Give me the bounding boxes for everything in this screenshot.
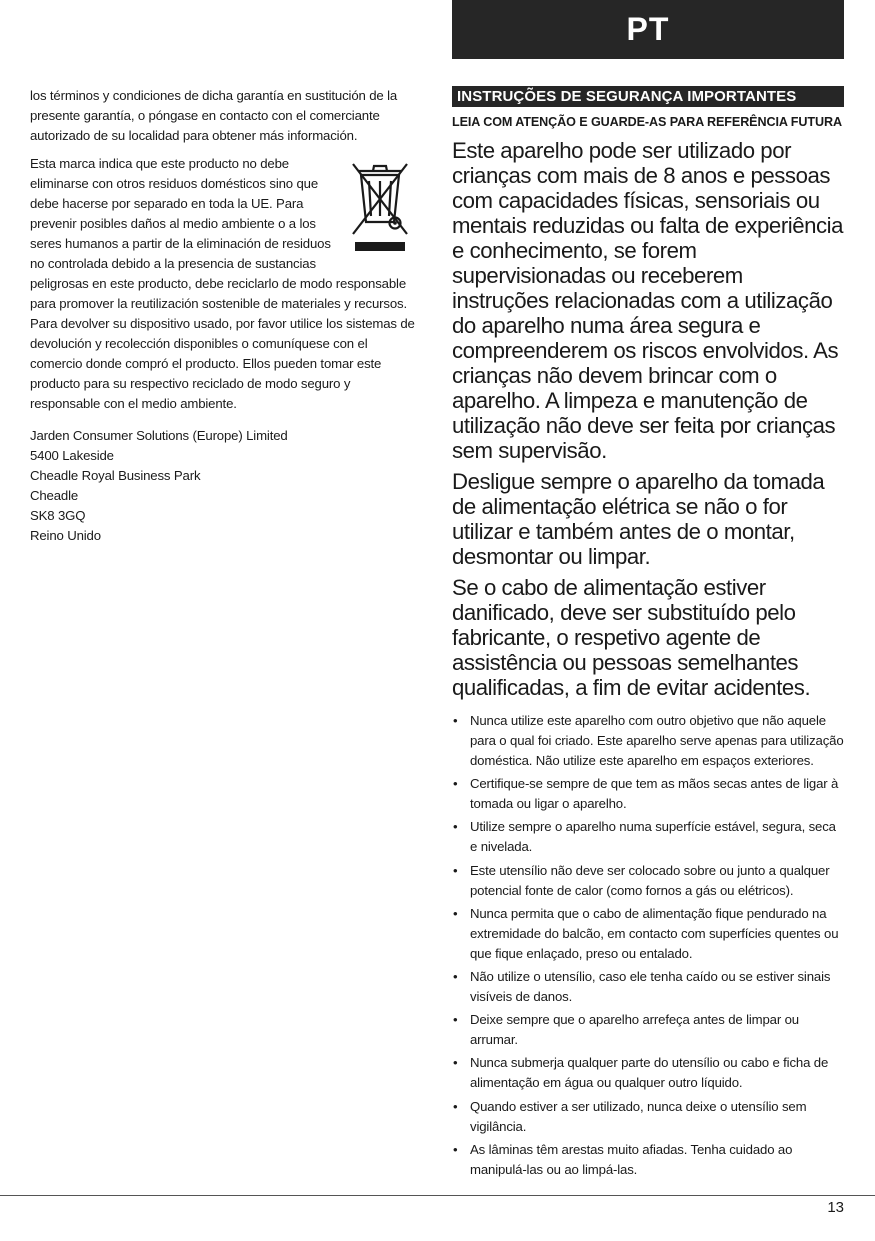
language-code: PT bbox=[626, 11, 670, 47]
safety-bullet-item: • Nunca utilize este aparelho com outro objetivo que não aquele para o qual foi criado. Este aparelho serve apenas para utilização doméstica. Não utilize este aparelho em espaços exteriores. bbox=[452, 711, 844, 771]
safety-large-paragraph: Desligue sempre o aparelho da tomada de alimentação elétrica se não o for utilizar e também antes de o montar, desmontar ou limpar. bbox=[452, 469, 825, 569]
left-column bbox=[30, 86, 415, 546]
address-line: SK8 3GQ bbox=[30, 508, 86, 523]
crossed-out-wheelie-bin-icon bbox=[349, 158, 411, 258]
safety-bullet-item: • Nunca submerja qualquer parte do utensílio ou cabo e ficha de alimentação em água ou qualquer outro líquido. bbox=[452, 1053, 844, 1093]
address-line: Cheadle bbox=[30, 488, 79, 503]
weee-notice bbox=[30, 154, 415, 414]
footer-divider bbox=[0, 1195, 875, 1196]
address-line: Reino Unido bbox=[30, 528, 101, 543]
weee-paragraph: Esta marca indica que este producto no debe eliminarse con otros residuos domésticos sino que debe hacerse por separado en toda la UE. Para prevenir posibles daños al medio ambiente o a los seres humanos a partir de la eliminación de residuos no controlada debido a la presencia de sustancias peligrosas en este producto, debe reciclarlo de modo responsable para promover la reutilización sostenible de materiales y recursos. Para devolver su dispositivo usado, por favor utilice los sistemas de devolución y recolección disponibles o comuníquese con el comercio donde compró el producto. Ellos pueden tomar este producto para su respectivo reciclado de modo seguro y responsable con el medio ambiente. bbox=[30, 156, 415, 411]
address-line: Jarden Consumer Solutions (Europe) Limited bbox=[30, 428, 288, 443]
safety-bullet-item: • Quando estiver a ser utilizado, nunca deixe o utensílio sem vigilância. bbox=[452, 1097, 844, 1137]
safety-bullet-item: • Utilize sempre o aparelho numa superfície estável, segura, seca e nivelada. bbox=[452, 817, 844, 857]
safety-section-title: INSTRUÇÕES DE SEGURANÇA IMPORTANTES bbox=[452, 86, 844, 107]
safety-bullet-item: • Não utilize o utensílio, caso ele tenha caído ou se estiver sinais visíveis de danos. bbox=[452, 967, 844, 1007]
address-line: Cheadle Royal Business Park bbox=[30, 468, 201, 483]
safety-bullet-item: • Deixe sempre que o aparelho arrefeça antes de limpar ou arrumar. bbox=[452, 1010, 844, 1050]
right-column bbox=[452, 86, 844, 1183]
safety-large-paragraph: Se o cabo de alimentação estiver danificado, deve ser substituído pelo fabricante, o respetivo agente de assistência ou pessoas semelhantes qualificadas, a fim de evitar acidentes. bbox=[452, 575, 811, 700]
warranty-paragraph: los términos y condiciones de dicha garantía en sustitución de la presente garantía, o póngase en contacto con el comerciante autorizado de su localidad para obtener más información. bbox=[30, 88, 398, 143]
safety-subtitle: LEIA COM ATENÇÃO E GUARDE-AS PARA REFERÊNCIA FUTURA bbox=[452, 115, 842, 129]
safety-bullet-item: • Este utensílio não deve ser colocado sobre ou junto a qualquer potencial fonte de calor (como fornos a gás ou elétricos). bbox=[452, 861, 844, 901]
page-number: 13 bbox=[827, 1199, 844, 1216]
safety-large-paragraph: Este aparelho pode ser utilizado por crianças com mais de 8 anos e pessoas com capacidades físicas, sensoriais ou mentais reduzidas ou falta de experiência e conhecimento, se forem supervisionadas ou receberem instruções relacionadas com a utilização do aparelho numa área segura e compreenderem os riscos envolvidos. As crianças não devem brincar com o aparelho. A limpeza e manutenção de utilização não deve ser feita por crianças sem supervisão. bbox=[452, 138, 844, 463]
language-tab bbox=[452, 0, 844, 59]
address-line: 5400 Lakeside bbox=[30, 448, 114, 463]
safety-bullet-list bbox=[452, 711, 844, 1180]
safety-bullet-item: • Nunca permita que o cabo de alimentação fique pendurado na extremidade do balcão, em contacto com superfícies quentes ou que fique enlaçado, preso ou entalado. bbox=[452, 904, 844, 964]
safety-bullet-item: • As lâminas têm arestas muito afiadas. Tenha cuidado ao manipulá-las ou ao limpá-las. bbox=[452, 1140, 844, 1180]
safety-bullet-item: • Certifique-se sempre de que tem as mãos secas antes de ligar à tomada ou ligar o aparelho. bbox=[452, 774, 844, 814]
manufacturer-address bbox=[30, 426, 415, 546]
